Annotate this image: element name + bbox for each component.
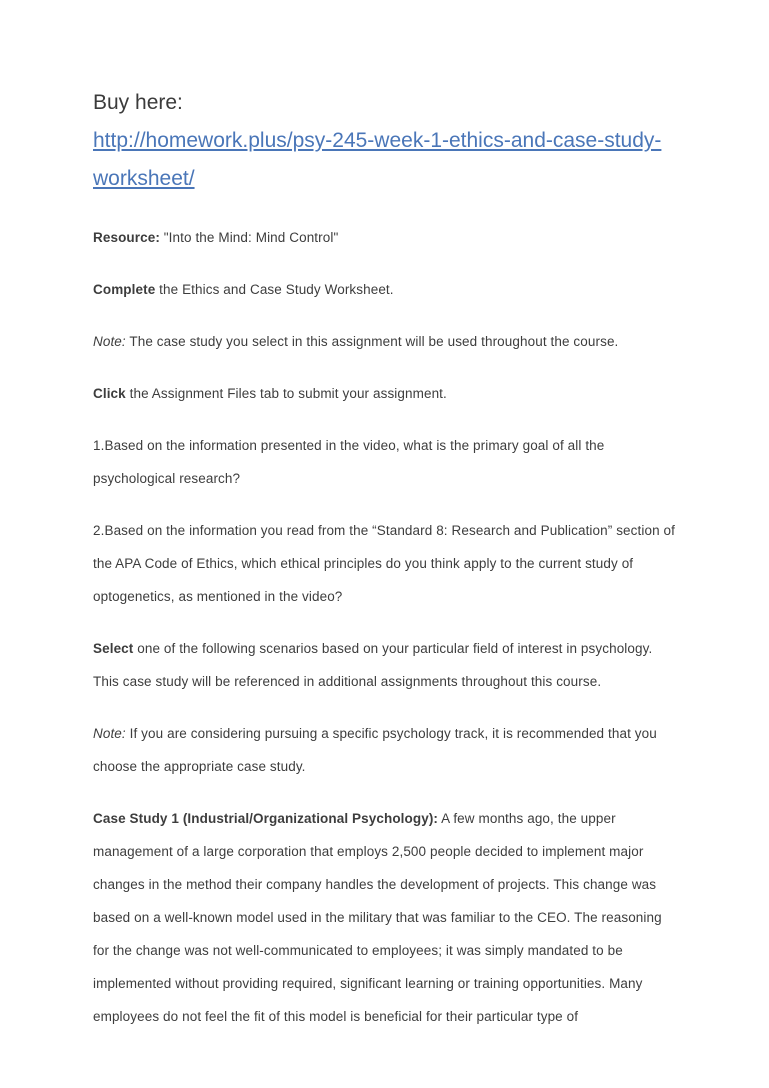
paragraph-body: "Into the Mind: Mind Control" (159, 230, 339, 245)
paragraph-complete (93, 273, 676, 306)
paragraph-lead: Click (93, 386, 126, 401)
product-link[interactable]: http://homework.plus/psy-245-week-1-ethics-and-case-study-worksheet/ (93, 129, 662, 190)
buy-here-heading (93, 84, 676, 198)
paragraph-question-1 (93, 429, 676, 495)
paragraph-body: A few months ago, the upper management of a large corporation that employs 2,500 people decided to implement major changes in the method their company handles the development of projects. This change was based on a well-known model used in the military that was familiar to the CEO. The reasoning for the change was not well-communicated to employees; it was simply mandated to be implemented without providing required, significant learning or training opportunities. Many employees do not feel the fit of this model is beneficial for their particular type of (93, 811, 662, 1024)
buy-here-label: Buy here: (93, 91, 183, 114)
paragraph-lead: Resource: (93, 230, 160, 245)
paragraph-lead: Note: (93, 726, 126, 741)
paragraph-select (93, 632, 676, 698)
paragraph-body: If you are considering pursuing a specific psychology track, it is recommended that you choose the appropriate case study. (93, 726, 657, 774)
paragraph-case-study-1 (93, 802, 676, 1033)
paragraph-body: 1.Based on the information presented in the video, what is the primary goal of all the psychological research? (93, 438, 605, 486)
paragraph-body: 2.Based on the information you read from the “Standard 8: Research and Publication” section of the APA Code of Ethics, which ethical principles do you think apply to the current study of optogenetics, as mentioned in the video? (93, 523, 675, 604)
paragraph-lead: Select (93, 641, 134, 656)
paragraph-body: the Ethics and Case Study Worksheet. (155, 282, 394, 297)
paragraph-lead: Complete (93, 282, 156, 297)
paragraph-click (93, 377, 676, 410)
paragraph-note-2 (93, 717, 676, 783)
paragraph-question-2 (93, 514, 676, 613)
paragraph-note-1 (93, 325, 676, 358)
paragraph-body: the Assignment Files tab to submit your assignment. (125, 386, 447, 401)
paragraph-body: The case study you select in this assignment will be used throughout the course. (125, 334, 619, 349)
paragraph-body: one of the following scenarios based on your particular field of interest in psychology. This case study will be referenced in additional assignments throughout this course. (93, 641, 653, 689)
paragraph-lead: Note: (93, 334, 126, 349)
paragraph-lead: Case Study 1 (Industrial/Organizational Psychology): (93, 811, 439, 826)
paragraph-resource (93, 221, 676, 254)
